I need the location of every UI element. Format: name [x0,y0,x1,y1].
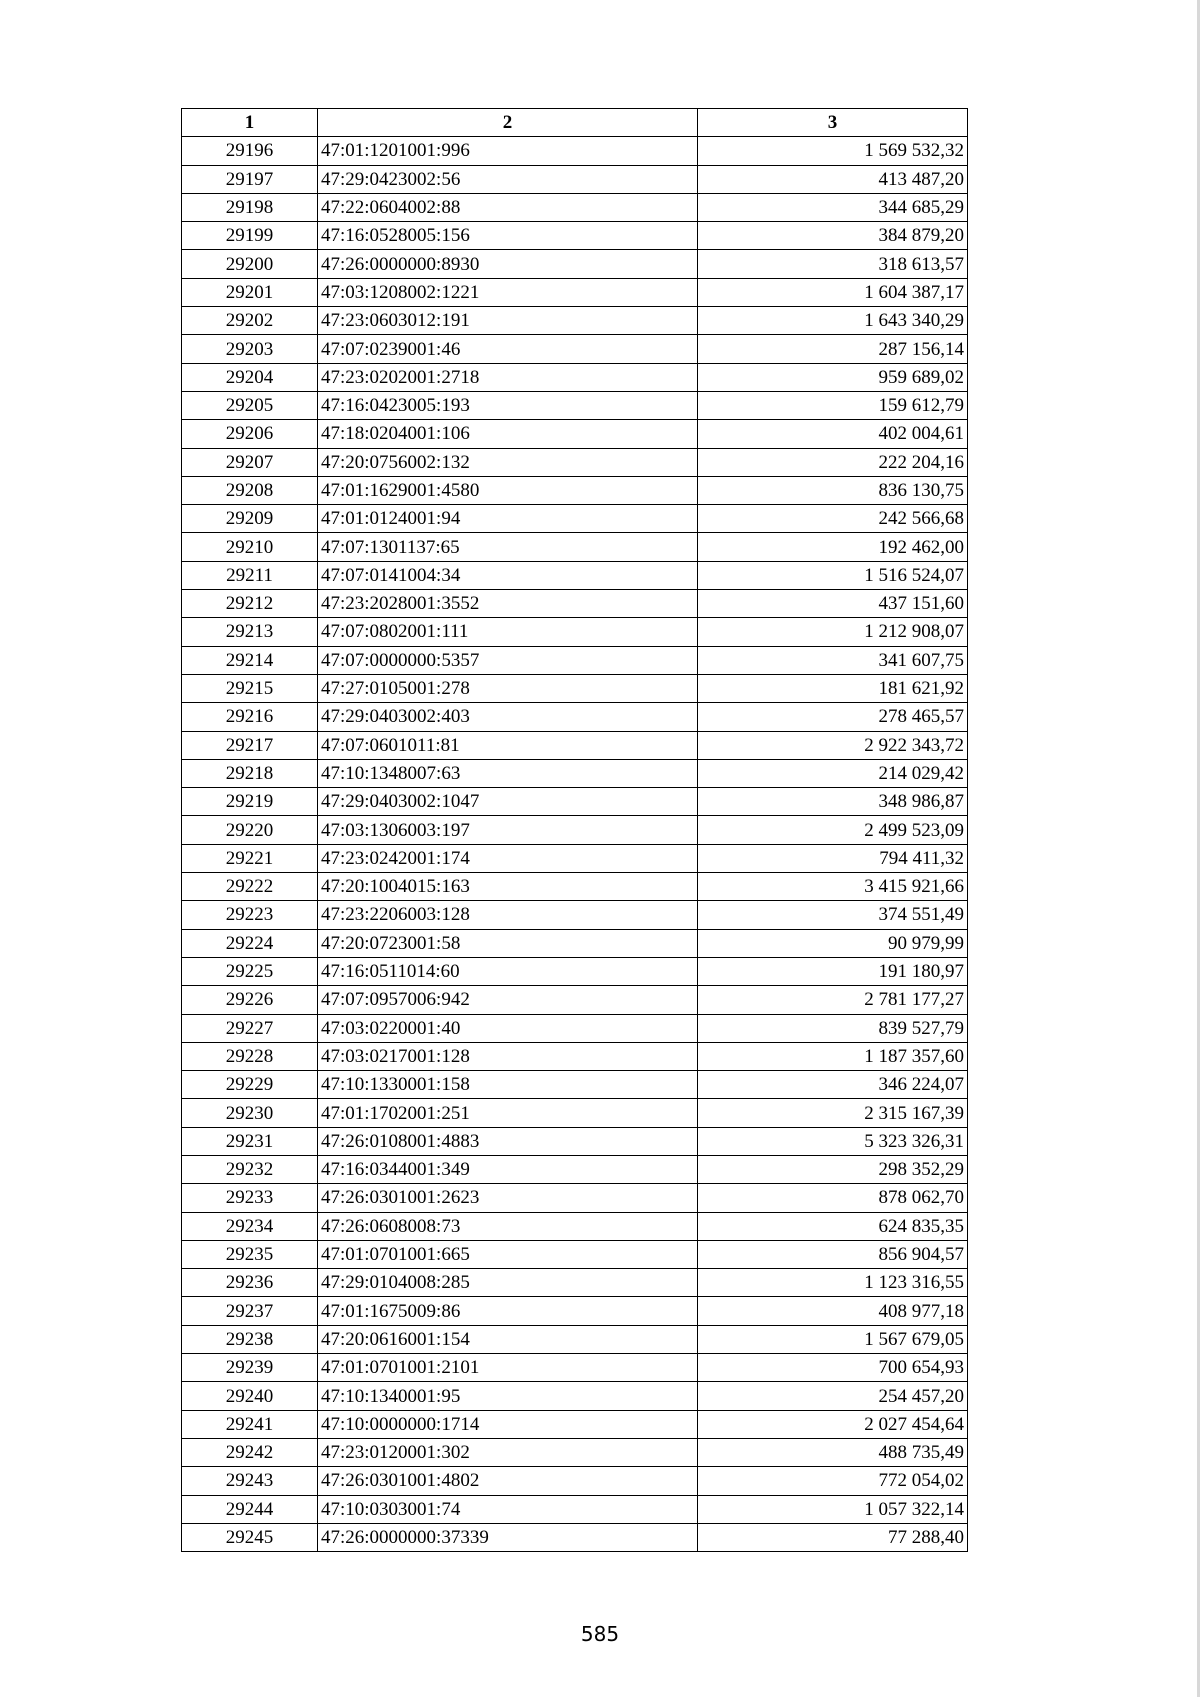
cadastral-number-cell: 47:23:2028001:3552 [318,590,698,618]
value-cell: 222 204,16 [698,448,968,476]
table-header-row [182,109,968,137]
value-cell: 298 352,29 [698,1155,968,1183]
value-cell: 287 156,14 [698,335,968,363]
row-number-cell: 29223 [182,901,318,929]
table-row [182,193,968,221]
table-row [182,590,968,618]
table-row [182,646,968,674]
table-row [182,1269,968,1297]
value-cell: 242 566,68 [698,505,968,533]
value-cell: 341 607,75 [698,646,968,674]
row-number-cell: 29214 [182,646,318,674]
cadastral-number-cell: 47:16:0528005:156 [318,222,698,250]
table-row [182,1240,968,1268]
cadastral-number-cell: 47:01:0701001:665 [318,1240,698,1268]
value-cell: 77 288,40 [698,1523,968,1551]
table-row [182,448,968,476]
row-number-cell: 29221 [182,844,318,872]
data-table [181,108,968,1552]
row-number-cell: 29197 [182,165,318,193]
table-body [182,137,968,1552]
cadastral-number-cell: 47:01:0701001:2101 [318,1354,698,1382]
table-row [182,901,968,929]
row-number-cell: 29233 [182,1184,318,1212]
cadastral-number-cell: 47:03:0217001:128 [318,1042,698,1070]
row-number-cell: 29229 [182,1071,318,1099]
row-number-cell: 29200 [182,250,318,278]
table-row [182,816,968,844]
cadastral-number-cell: 47:23:0120001:302 [318,1438,698,1466]
table-row [182,759,968,787]
cadastral-number-cell: 47:01:1702001:251 [318,1099,698,1127]
row-number-cell: 29202 [182,307,318,335]
row-number-cell: 29242 [182,1438,318,1466]
cadastral-number-cell: 47:23:2206003:128 [318,901,698,929]
cadastral-number-cell: 47:01:1675009:86 [318,1297,698,1325]
table-row [182,391,968,419]
table-row [182,703,968,731]
table-row [182,1155,968,1183]
cadastral-number-cell: 47:29:0423002:56 [318,165,698,193]
row-number-cell: 29201 [182,278,318,306]
cadastral-number-cell: 47:07:0000000:5357 [318,646,698,674]
row-number-cell: 29198 [182,193,318,221]
row-number-cell: 29241 [182,1410,318,1438]
value-cell: 1 569 532,32 [698,137,968,165]
cadastral-number-cell: 47:23:0603012:191 [318,307,698,335]
row-number-cell: 29212 [182,590,318,618]
value-cell: 878 062,70 [698,1184,968,1212]
row-number-cell: 29220 [182,816,318,844]
value-cell: 624 835,35 [698,1212,968,1240]
table-row [182,1325,968,1353]
row-number-cell: 29217 [182,731,318,759]
value-cell: 856 904,57 [698,1240,968,1268]
row-number-cell: 29239 [182,1354,318,1382]
value-cell: 700 654,93 [698,1354,968,1382]
row-number-cell: 29230 [182,1099,318,1127]
table-row [182,1099,968,1127]
value-cell: 959 689,02 [698,363,968,391]
cadastral-number-cell: 47:01:0124001:94 [318,505,698,533]
value-cell: 278 465,57 [698,703,968,731]
row-number-cell: 29209 [182,505,318,533]
row-number-cell: 29236 [182,1269,318,1297]
row-number-cell: 29232 [182,1155,318,1183]
value-cell: 794 411,32 [698,844,968,872]
column-header-2: 2 [318,109,698,137]
table-row [182,1212,968,1240]
cadastral-number-cell: 47:29:0104008:285 [318,1269,698,1297]
cadastral-number-cell: 47:03:1208002:1221 [318,278,698,306]
table-row [182,1467,968,1495]
table-row [182,1184,968,1212]
table-row [182,1410,968,1438]
row-number-cell: 29235 [182,1240,318,1268]
table-row [182,307,968,335]
column-header-3: 3 [698,109,968,137]
table-row [182,674,968,702]
table-row [182,1523,968,1551]
table-row [182,335,968,363]
value-cell: 374 551,49 [698,901,968,929]
value-cell: 159 612,79 [698,391,968,419]
cadastral-number-cell: 47:07:0141004:34 [318,561,698,589]
table-row [182,1354,968,1382]
cadastral-number-cell: 47:26:0108001:4883 [318,1127,698,1155]
cadastral-number-cell: 47:23:0242001:174 [318,844,698,872]
cadastral-number-cell: 47:10:1330001:158 [318,1071,698,1099]
cadastral-number-cell: 47:07:0601011:81 [318,731,698,759]
cadastral-number-cell: 47:26:0301001:4802 [318,1467,698,1495]
cadastral-number-cell: 47:20:1004015:163 [318,873,698,901]
row-number-cell: 29211 [182,561,318,589]
value-cell: 254 457,20 [698,1382,968,1410]
value-cell: 2 027 454,64 [698,1410,968,1438]
cadastral-number-cell: 47:01:1201001:996 [318,137,698,165]
table-row [182,873,968,901]
cadastral-number-cell: 47:20:0723001:58 [318,929,698,957]
value-cell: 344 685,29 [698,193,968,221]
cadastral-number-cell: 47:22:0604002:88 [318,193,698,221]
table-row [182,363,968,391]
table-row [182,533,968,561]
value-cell: 1 123 316,55 [698,1269,968,1297]
row-number-cell: 29216 [182,703,318,731]
row-number-cell: 29207 [182,448,318,476]
value-cell: 2 315 167,39 [698,1099,968,1127]
row-number-cell: 29210 [182,533,318,561]
cadastral-number-cell: 47:18:0204001:106 [318,420,698,448]
value-cell: 2 922 343,72 [698,731,968,759]
table-row [182,165,968,193]
cadastral-number-cell: 47:03:1306003:197 [318,816,698,844]
cadastral-number-cell: 47:16:0511014:60 [318,957,698,985]
row-number-cell: 29234 [182,1212,318,1240]
table-row [182,929,968,957]
cadastral-number-cell: 47:26:0000000:37339 [318,1523,698,1551]
row-number-cell: 29222 [182,873,318,901]
value-cell: 2 499 523,09 [698,816,968,844]
row-number-cell: 29204 [182,363,318,391]
value-cell: 346 224,07 [698,1071,968,1099]
value-cell: 402 004,61 [698,420,968,448]
row-number-cell: 29240 [182,1382,318,1410]
value-cell: 413 487,20 [698,165,968,193]
row-number-cell: 29231 [182,1127,318,1155]
cadastral-number-cell: 47:07:0802001:111 [318,618,698,646]
value-cell: 772 054,02 [698,1467,968,1495]
table-row [182,731,968,759]
cadastral-number-cell: 47:10:1340001:95 [318,1382,698,1410]
cadastral-number-cell: 47:16:0344001:349 [318,1155,698,1183]
table-row [182,986,968,1014]
value-cell: 1 057 322,14 [698,1495,968,1523]
table-row [182,476,968,504]
table-row [182,1127,968,1155]
row-number-cell: 29227 [182,1014,318,1042]
column-header-1: 1 [182,109,318,137]
row-number-cell: 29208 [182,476,318,504]
table-row [182,1382,968,1410]
row-number-cell: 29238 [182,1325,318,1353]
cadastral-number-cell: 47:07:1301137:65 [318,533,698,561]
value-cell: 1 212 908,07 [698,618,968,646]
row-number-cell: 29219 [182,788,318,816]
value-cell: 2 781 177,27 [698,986,968,1014]
cadastral-number-cell: 47:07:0239001:46 [318,335,698,363]
table-row [182,1297,968,1325]
table-row [182,222,968,250]
row-number-cell: 29199 [182,222,318,250]
table-row [182,618,968,646]
row-number-cell: 29228 [182,1042,318,1070]
table-row [182,1014,968,1042]
cadastral-number-cell: 47:26:0301001:2623 [318,1184,698,1212]
value-cell: 1 516 524,07 [698,561,968,589]
value-cell: 384 879,20 [698,222,968,250]
cadastral-number-cell: 47:10:1348007:63 [318,759,698,787]
cadastral-number-cell: 47:03:0220001:40 [318,1014,698,1042]
value-cell: 437 151,60 [698,590,968,618]
table-row [182,788,968,816]
table-row [182,561,968,589]
table-row [182,420,968,448]
row-number-cell: 29244 [182,1495,318,1523]
value-cell: 1 604 387,17 [698,278,968,306]
table-row [182,278,968,306]
row-number-cell: 29213 [182,618,318,646]
value-cell: 214 029,42 [698,759,968,787]
value-cell: 839 527,79 [698,1014,968,1042]
value-cell: 408 977,18 [698,1297,968,1325]
value-cell: 348 986,87 [698,788,968,816]
table-row [182,505,968,533]
cadastral-number-cell: 47:29:0403002:1047 [318,788,698,816]
row-number-cell: 29224 [182,929,318,957]
page-number: 585 [580,1622,620,1646]
cadastral-number-cell: 47:29:0403002:403 [318,703,698,731]
cadastral-number-cell: 47:10:0000000:1714 [318,1410,698,1438]
cadastral-number-cell: 47:20:0756002:132 [318,448,698,476]
cadastral-number-cell: 47:20:0616001:154 [318,1325,698,1353]
row-number-cell: 29196 [182,137,318,165]
cadastral-number-cell: 47:27:0105001:278 [318,674,698,702]
cadastral-number-cell: 47:10:0303001:74 [318,1495,698,1523]
value-cell: 1 643 340,29 [698,307,968,335]
row-number-cell: 29245 [182,1523,318,1551]
row-number-cell: 29225 [182,957,318,985]
row-number-cell: 29206 [182,420,318,448]
value-cell: 1 567 679,05 [698,1325,968,1353]
cadastral-number-cell: 47:16:0423005:193 [318,391,698,419]
table-row [182,1495,968,1523]
value-cell: 90 979,99 [698,929,968,957]
row-number-cell: 29205 [182,391,318,419]
cadastral-number-cell: 47:26:0000000:8930 [318,250,698,278]
table-row [182,957,968,985]
table-row [182,1071,968,1099]
value-cell: 3 415 921,66 [698,873,968,901]
value-cell: 181 621,92 [698,674,968,702]
table-row [182,1438,968,1466]
cadastral-number-cell: 47:26:0608008:73 [318,1212,698,1240]
table-row [182,1042,968,1070]
table-row [182,250,968,278]
value-cell: 488 735,49 [698,1438,968,1466]
cadastral-number-cell: 47:23:0202001:2718 [318,363,698,391]
cadastral-number-cell: 47:01:1629001:4580 [318,476,698,504]
table-row [182,844,968,872]
row-number-cell: 29215 [182,674,318,702]
table-row [182,137,968,165]
value-cell: 191 180,97 [698,957,968,985]
row-number-cell: 29243 [182,1467,318,1495]
value-cell: 318 613,57 [698,250,968,278]
row-number-cell: 29218 [182,759,318,787]
value-cell: 192 462,00 [698,533,968,561]
row-number-cell: 29237 [182,1297,318,1325]
value-cell: 836 130,75 [698,476,968,504]
row-number-cell: 29203 [182,335,318,363]
cadastral-number-cell: 47:07:0957006:942 [318,986,698,1014]
value-cell: 1 187 357,60 [698,1042,968,1070]
value-cell: 5 323 326,31 [698,1127,968,1155]
row-number-cell: 29226 [182,986,318,1014]
